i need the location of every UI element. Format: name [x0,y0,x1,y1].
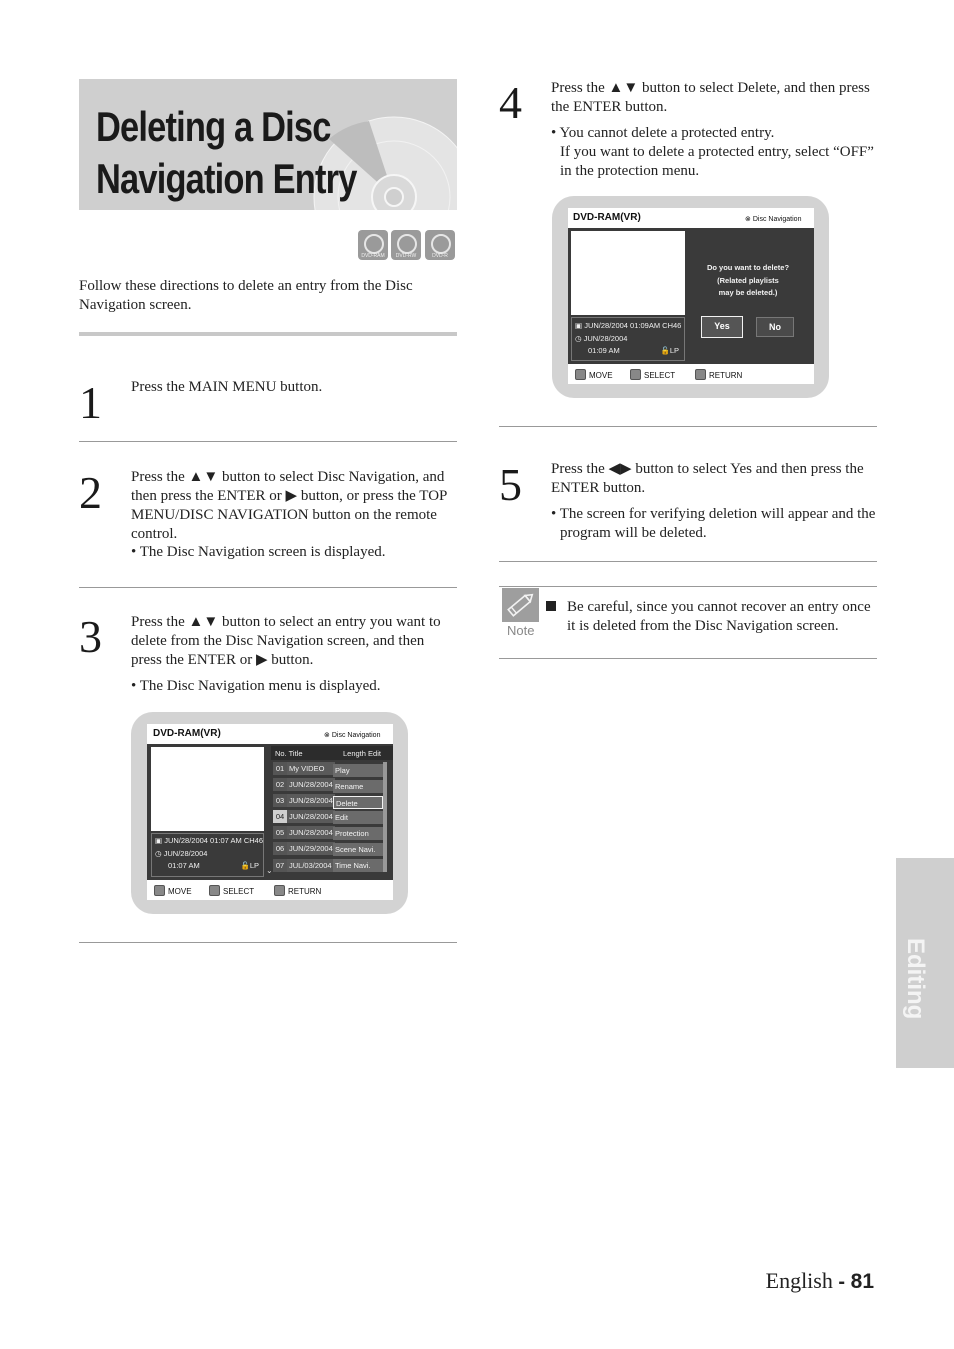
footer-language: English [765,1268,833,1293]
disc-navigation-icon: ⊗ [745,216,751,223]
menu-item-delete[interactable]: Delete [333,796,383,809]
recording-mode: 🔓LP [240,861,259,870]
move-icon [575,369,586,380]
divider [79,441,457,442]
divider [499,658,877,659]
column-length-edit: Length Edit [343,749,381,758]
page-title-line-1: Deleting a Disc [96,103,331,150]
divider [499,426,877,427]
intro-text: Follow these directions to delete an entry from the Disc Navigation screen. [79,278,413,313]
step-5-text: Press the ◀▶ button to select Yes and then press the ENTER button. [551,461,864,496]
divider [499,561,877,562]
delete-question: Do you want to delete? (Related playlists may be deleted.) [706,263,790,297]
step-4-text: Press the ▲▼ button to select Delete, and then press the ENTER button. [551,80,870,115]
divider [79,942,457,943]
clock-icon: ◷ [575,333,582,343]
osd-header: DVD-RAM(VR) [573,212,641,223]
menu-item-rename[interactable]: Rename [333,780,383,793]
lock-icon: 🔓 [660,346,670,355]
step-3-text: Press the ▲▼ button to select an entry you want to delete from the Disc Navigation screen, and then press the ENTER or ▶ button. [131,614,441,668]
page-number: 81 [850,1270,874,1293]
step-4-bullet-cont: If you want to delete a protected entry, select “OFF” in the protection menu. [560,144,874,179]
select-icon [630,369,641,380]
footer-separator: - [832,1271,851,1293]
preview-window [151,747,264,831]
table-row-number-selected: 04 [273,810,287,823]
entry-info: ▣ JUN/28/2004 01:09AM CH46 ◷ JUN/28/2004 01:09 AM 🔓LP [575,320,683,358]
table-row-number: 06 [273,842,287,855]
step-2-bullet: • The Disc Navigation screen is displayed. [131,544,386,560]
yes-button[interactable]: Yes [701,316,743,338]
divider [79,587,457,588]
step-number-3: 3 [79,611,102,662]
clock-icon: ◷ [155,848,162,858]
scrollbar[interactable] [383,762,387,872]
footer-select: SELECT [630,369,675,380]
dvd-r-badge: DVD-R [425,230,455,260]
note-bullet-square [546,601,556,611]
table-row-number: 03 [273,794,287,807]
divider [79,332,457,336]
osd-header: DVD-RAM(VR) [153,728,221,739]
menu-item-play[interactable]: Play [333,764,383,777]
table-row-title[interactable]: JUN/28/2004 [287,778,335,791]
divider [499,586,877,587]
footer-return: RETURN [274,885,321,896]
step-2-text: Press the ▲▼ button to select Disc Navigation, and then press the ENTER or ▶ button, or press the TOP MENU/DISC NAVIGATION button on the remote control. [131,469,447,542]
return-icon [274,885,285,896]
footer-move: MOVE [154,885,192,896]
step-3-bullet: • The Disc Navigation menu is displayed. [131,678,381,694]
move-icon [154,885,165,896]
table-row-title[interactable]: JUN/28/2004 [287,794,335,807]
section-tab-label: Editing [902,938,929,1020]
note-text: Be careful, since you cannot recover an entry once it is deleted from the Disc Navigation screen. [567,599,871,634]
page-footer [760,1268,874,1294]
table-row-number: 01 [273,762,287,775]
table-row-title[interactable]: JUN/29/2004 [287,842,335,855]
disc-navigation-icon: ⊗ [324,732,330,739]
page-title [96,101,457,205]
lock-icon: 🔓 [240,861,250,870]
step-number-2: 2 [79,467,102,518]
return-icon [695,369,706,380]
footer-return: RETURN [695,369,742,380]
scroll-down-icon: ⌄ [266,866,273,875]
table-row-title[interactable]: JUN/28/2004 [287,826,335,839]
preview-window [571,231,685,315]
recording-icon: ▣ [155,836,163,845]
step-5-bullet: • The screen for verifying deletion will appear and the program will be deleted. [551,506,876,541]
table-row-number: 02 [273,778,287,791]
recording-mode: 🔓LP [660,346,679,355]
select-icon [209,885,220,896]
note-pencil-icon [502,588,539,622]
dvd-rw-badge: DVD-RW [391,230,421,260]
table-row-title[interactable]: My VIDEO [287,762,335,775]
title-banner [79,79,457,210]
dvd-ram-badge: DVD-RAM [358,230,388,260]
menu-item-edit[interactable]: Edit [333,811,383,824]
step-number-1: 1 [79,377,102,428]
step-number-4: 4 [499,77,522,128]
footer-move: MOVE [575,369,613,380]
note-label: Note [507,623,535,638]
step-4-bullet: • You cannot delete a protected entry. [551,125,775,141]
step-number-5: 5 [499,459,522,510]
column-no-title: No. Title [275,749,303,758]
page-title-line-2: Navigation Entry [96,155,357,202]
table-row-title[interactable]: JUL/03/2004 [287,859,335,872]
table-row-number: 05 [273,826,287,839]
menu-item-scene-navi[interactable]: Scene Navi. [333,843,383,856]
table-row-title-selected[interactable]: JUN/28/2004 [287,810,335,823]
menu-item-protection[interactable]: Protection [333,827,383,840]
step-1-text: Press the MAIN MENU button. [131,379,323,395]
menu-item-time-navi[interactable]: Time Navi. [333,859,383,872]
osd-header-right: ⊗ Disc Navigation [745,216,802,223]
table-row-number: 07 [273,859,287,872]
recording-icon: ▣ [575,321,583,330]
no-button[interactable]: No [756,317,794,337]
osd-header-right: ⊗ Disc Navigation [324,732,381,739]
entry-info: ▣ JUN/28/2004 01:07 AM CH46 ◷ JUN/28/2004 01:07 AM 🔓LP [155,835,263,873]
footer-select: SELECT [209,885,254,896]
